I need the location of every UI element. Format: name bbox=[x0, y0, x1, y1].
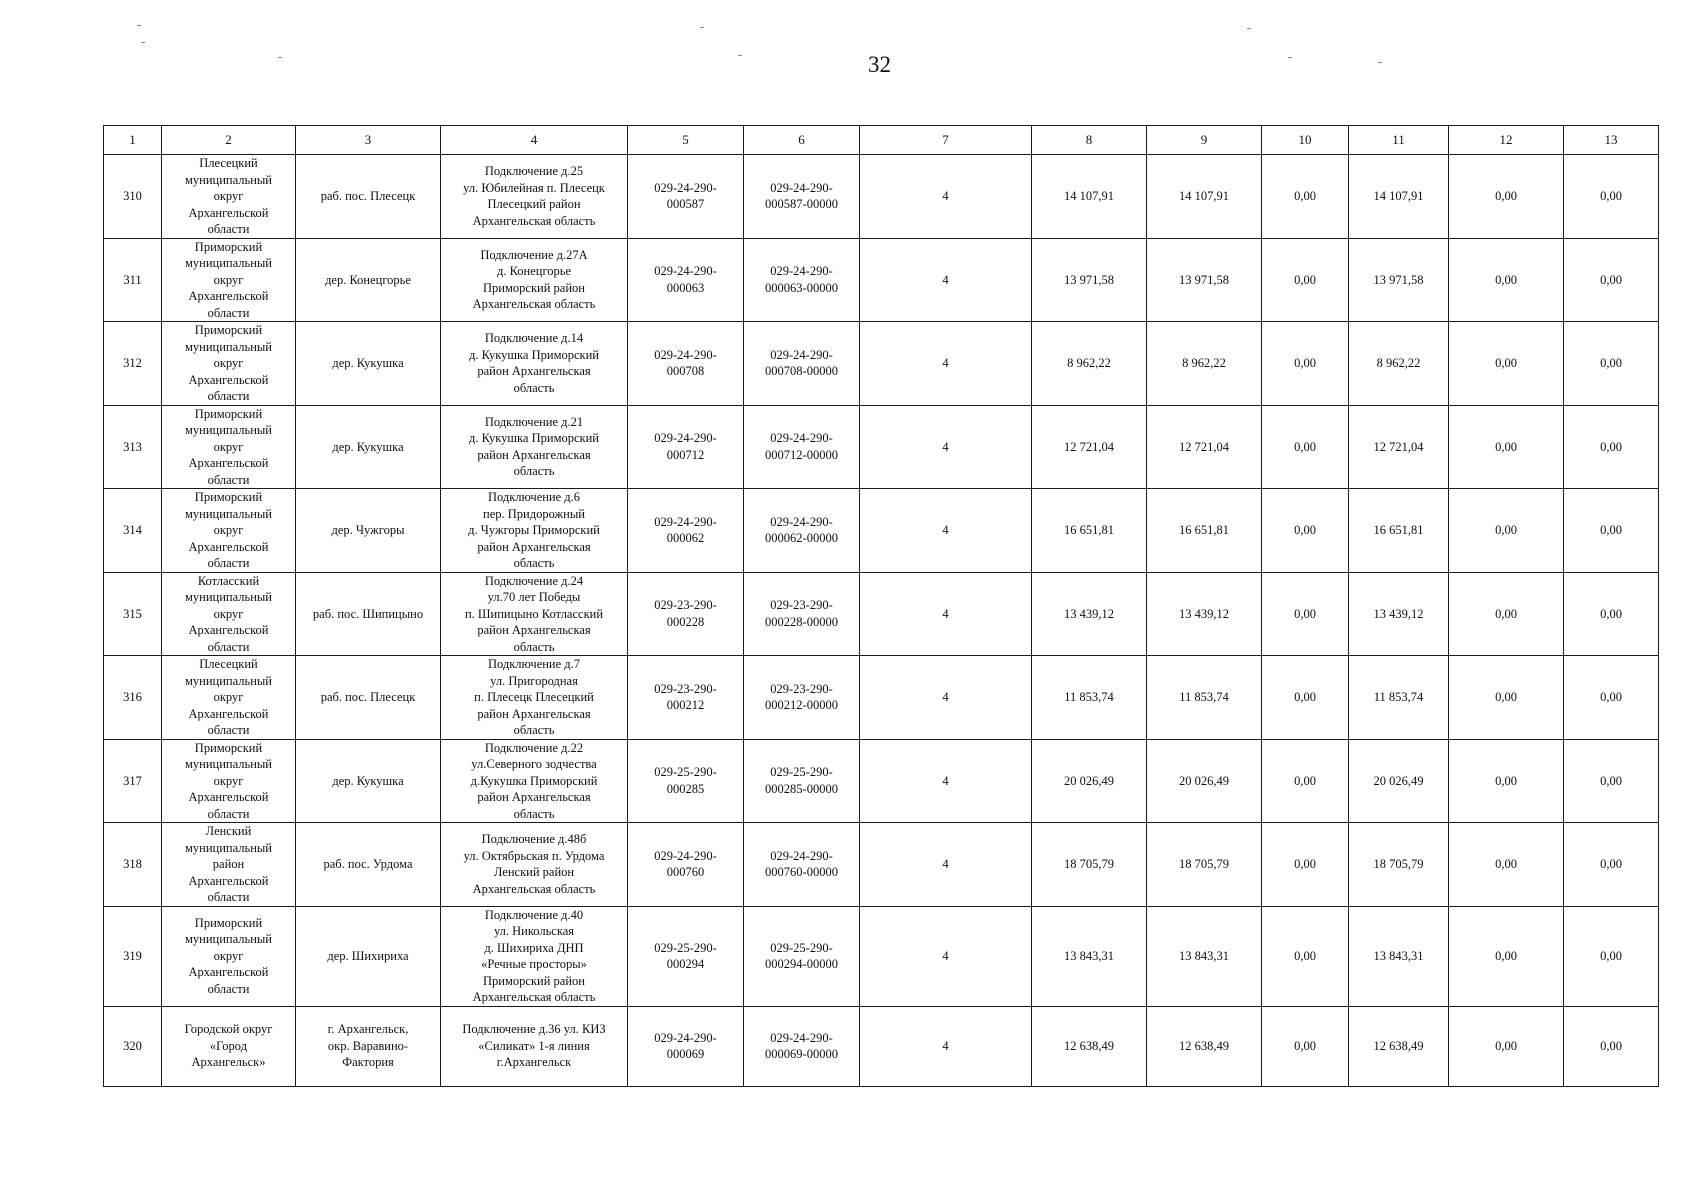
address-cell: Подключение д.48б ул. Октябрьская п. Урдома Ленский район Архангельская область bbox=[441, 823, 628, 907]
municipality-cell: Плесецкий муниципальный округ Архангельской области bbox=[162, 155, 296, 239]
scan-speck bbox=[1378, 62, 1382, 63]
amount-cell: 13 843,31 bbox=[1032, 906, 1147, 1006]
table-row bbox=[104, 405, 1659, 489]
amount-cell: 0,00 bbox=[1564, 405, 1659, 489]
settlement-cell: дер. Конецгорье bbox=[296, 238, 441, 322]
row-number-cell: 319 bbox=[104, 906, 162, 1006]
row-number-cell: 310 bbox=[104, 155, 162, 239]
amount-cell: 0,00 bbox=[1449, 322, 1564, 406]
amount-cell: 8 962,22 bbox=[1032, 322, 1147, 406]
settlement-cell: дер. Кукушка bbox=[296, 405, 441, 489]
amount-cell: 0,00 bbox=[1449, 405, 1564, 489]
row-number-cell: 316 bbox=[104, 656, 162, 740]
category-cell: 4 bbox=[860, 489, 1032, 573]
settlement-cell: раб. пос. Урдома bbox=[296, 823, 441, 907]
municipality-cell: Приморский муниципальный округ Архангельской области bbox=[162, 322, 296, 406]
column-header: 1 bbox=[104, 126, 162, 155]
amount-cell: 16 651,81 bbox=[1032, 489, 1147, 573]
amount-cell: 0,00 bbox=[1262, 489, 1349, 573]
amount-cell: 0,00 bbox=[1262, 1006, 1349, 1086]
address-cell: Подключение д.22 ул.Северного зодчества д.Кукушка Приморский район Архангельская область bbox=[441, 739, 628, 823]
code-cell: 029-24-290- 000063 bbox=[628, 238, 744, 322]
amount-cell: 0,00 bbox=[1449, 906, 1564, 1006]
settlement-cell: дер. Кукушка bbox=[296, 322, 441, 406]
category-cell: 4 bbox=[860, 238, 1032, 322]
amount-cell: 18 705,79 bbox=[1032, 823, 1147, 907]
amount-cell: 12 721,04 bbox=[1032, 405, 1147, 489]
address-cell: Подключение д.40 ул. Никольская д. Шихириха ДНП «Речные просторы» Приморский район Архангельская область bbox=[441, 906, 628, 1006]
amount-cell: 13 439,12 bbox=[1032, 572, 1147, 656]
row-number-cell: 311 bbox=[104, 238, 162, 322]
code-cell: 029-24-290- 000069 bbox=[628, 1006, 744, 1086]
data-table bbox=[103, 125, 1659, 1087]
category-cell: 4 bbox=[860, 572, 1032, 656]
amount-cell: 18 705,79 bbox=[1349, 823, 1449, 907]
code-full-cell: 029-24-290- 000712-00000 bbox=[744, 405, 860, 489]
amount-cell: 0,00 bbox=[1449, 739, 1564, 823]
amount-cell: 13 843,31 bbox=[1349, 906, 1449, 1006]
amount-cell: 12 721,04 bbox=[1147, 405, 1262, 489]
row-number-cell: 318 bbox=[104, 823, 162, 907]
amount-cell: 0,00 bbox=[1564, 322, 1659, 406]
address-cell: Подключение д.27А д. Конецгорье Приморский район Архангельская область bbox=[441, 238, 628, 322]
amount-cell: 0,00 bbox=[1262, 322, 1349, 406]
amount-cell: 0,00 bbox=[1262, 906, 1349, 1006]
scan-speck bbox=[700, 27, 704, 28]
municipality-cell: Приморский муниципальный округ Архангельской области bbox=[162, 739, 296, 823]
amount-cell: 11 853,74 bbox=[1032, 656, 1147, 740]
row-number-cell: 315 bbox=[104, 572, 162, 656]
scan-speck bbox=[278, 57, 282, 58]
column-header: 3 bbox=[296, 126, 441, 155]
column-header: 8 bbox=[1032, 126, 1147, 155]
code-cell: 029-25-290- 000294 bbox=[628, 906, 744, 1006]
settlement-cell: дер. Кукушка bbox=[296, 739, 441, 823]
amount-cell: 0,00 bbox=[1449, 572, 1564, 656]
amount-cell: 0,00 bbox=[1262, 572, 1349, 656]
address-cell: Подключение д.21 д. Кукушка Приморский район Архангельская область bbox=[441, 405, 628, 489]
municipality-cell: Приморский муниципальный округ Архангельской области bbox=[162, 489, 296, 573]
amount-cell: 13 971,58 bbox=[1032, 238, 1147, 322]
amount-cell: 0,00 bbox=[1449, 489, 1564, 573]
amount-cell: 14 107,91 bbox=[1147, 155, 1262, 239]
scan-speck bbox=[137, 25, 141, 26]
table-row bbox=[104, 155, 1659, 239]
scan-speck bbox=[1288, 57, 1292, 58]
amount-cell: 13 843,31 bbox=[1147, 906, 1262, 1006]
amount-cell: 0,00 bbox=[1564, 656, 1659, 740]
table-row bbox=[104, 656, 1659, 740]
category-cell: 4 bbox=[860, 1006, 1032, 1086]
column-header: 7 bbox=[860, 126, 1032, 155]
amount-cell: 0,00 bbox=[1449, 823, 1564, 907]
amount-cell: 0,00 bbox=[1564, 739, 1659, 823]
category-cell: 4 bbox=[860, 155, 1032, 239]
amount-cell: 14 107,91 bbox=[1032, 155, 1147, 239]
code-cell: 029-23-290- 000228 bbox=[628, 572, 744, 656]
column-header: 2 bbox=[162, 126, 296, 155]
municipality-cell: Приморский муниципальный округ Архангельской области bbox=[162, 238, 296, 322]
address-cell: Подключение д.24 ул.70 лет Победы п. Шипицыно Котласский район Архангельская область bbox=[441, 572, 628, 656]
settlement-cell: раб. пос. Плесецк bbox=[296, 656, 441, 740]
scan-speck bbox=[1247, 28, 1251, 29]
table-row bbox=[104, 823, 1659, 907]
amount-cell: 11 853,74 bbox=[1349, 656, 1449, 740]
column-header: 11 bbox=[1349, 126, 1449, 155]
code-full-cell: 029-23-290- 000228-00000 bbox=[744, 572, 860, 656]
category-cell: 4 bbox=[860, 405, 1032, 489]
code-full-cell: 029-24-290- 000069-00000 bbox=[744, 1006, 860, 1086]
amount-cell: 0,00 bbox=[1564, 823, 1659, 907]
table-row bbox=[104, 739, 1659, 823]
settlement-cell: раб. пос. Шипицыно bbox=[296, 572, 441, 656]
code-full-cell: 029-24-290- 000062-00000 bbox=[744, 489, 860, 573]
amount-cell: 0,00 bbox=[1564, 906, 1659, 1006]
code-cell: 029-24-290- 000708 bbox=[628, 322, 744, 406]
settlement-cell: г. Архангельск, окр. Варавино- Фактория bbox=[296, 1006, 441, 1086]
amount-cell: 0,00 bbox=[1262, 656, 1349, 740]
row-number-cell: 313 bbox=[104, 405, 162, 489]
category-cell: 4 bbox=[860, 823, 1032, 907]
amount-cell: 8 962,22 bbox=[1147, 322, 1262, 406]
row-number-cell: 314 bbox=[104, 489, 162, 573]
code-full-cell: 029-24-290- 000760-00000 bbox=[744, 823, 860, 907]
municipality-cell: Городской округ «Город Архангельск» bbox=[162, 1006, 296, 1086]
scan-speck bbox=[141, 42, 145, 43]
table-row bbox=[104, 489, 1659, 573]
row-number-cell: 317 bbox=[104, 739, 162, 823]
amount-cell: 12 638,49 bbox=[1349, 1006, 1449, 1086]
column-header: 4 bbox=[441, 126, 628, 155]
amount-cell: 20 026,49 bbox=[1147, 739, 1262, 823]
amount-cell: 12 638,49 bbox=[1032, 1006, 1147, 1086]
category-cell: 4 bbox=[860, 656, 1032, 740]
table-row bbox=[104, 322, 1659, 406]
amount-cell: 0,00 bbox=[1564, 572, 1659, 656]
amount-cell: 0,00 bbox=[1262, 238, 1349, 322]
amount-cell: 8 962,22 bbox=[1349, 322, 1449, 406]
address-cell: Подключение д.25 ул. Юбилейная п. Плесецк Плесецкий район Архангельская область bbox=[441, 155, 628, 239]
row-number-cell: 320 bbox=[104, 1006, 162, 1086]
amount-cell: 20 026,49 bbox=[1032, 739, 1147, 823]
amount-cell: 0,00 bbox=[1564, 155, 1659, 239]
amount-cell: 0,00 bbox=[1449, 155, 1564, 239]
amount-cell: 0,00 bbox=[1449, 238, 1564, 322]
address-cell: Подключение д.36 ул. КИЗ «Силикат» 1-я линия г.Архангельск bbox=[441, 1006, 628, 1086]
column-header: 10 bbox=[1262, 126, 1349, 155]
scan-speck bbox=[738, 55, 742, 56]
code-full-cell: 029-25-290- 000294-00000 bbox=[744, 906, 860, 1006]
address-cell: Подключение д.6 пер. Придорожный д. Чужгоры Приморский район Архангельская область bbox=[441, 489, 628, 573]
code-cell: 029-23-290- 000212 bbox=[628, 656, 744, 740]
address-cell: Подключение д.14 д. Кукушка Приморский район Архангельская область bbox=[441, 322, 628, 406]
code-cell: 029-25-290- 000285 bbox=[628, 739, 744, 823]
settlement-cell: дер. Чужгоры bbox=[296, 489, 441, 573]
settlement-cell: дер. Шихириха bbox=[296, 906, 441, 1006]
amount-cell: 12 721,04 bbox=[1349, 405, 1449, 489]
code-full-cell: 029-25-290- 000285-00000 bbox=[744, 739, 860, 823]
amount-cell: 13 971,58 bbox=[1349, 238, 1449, 322]
municipality-cell: Плесецкий муниципальный округ Архангельской области bbox=[162, 656, 296, 740]
code-full-cell: 029-24-290- 000708-00000 bbox=[744, 322, 860, 406]
amount-cell: 0,00 bbox=[1262, 823, 1349, 907]
table-row bbox=[104, 906, 1659, 1006]
code-full-cell: 029-24-290- 000587-00000 bbox=[744, 155, 860, 239]
amount-cell: 0,00 bbox=[1449, 656, 1564, 740]
category-cell: 4 bbox=[860, 322, 1032, 406]
table-row bbox=[104, 238, 1659, 322]
column-header: 12 bbox=[1449, 126, 1564, 155]
column-header: 6 bbox=[744, 126, 860, 155]
amount-cell: 18 705,79 bbox=[1147, 823, 1262, 907]
amount-cell: 0,00 bbox=[1449, 1006, 1564, 1086]
row-number-cell: 312 bbox=[104, 322, 162, 406]
settlement-cell: раб. пос. Плесецк bbox=[296, 155, 441, 239]
header-row bbox=[104, 126, 1659, 155]
amount-cell: 12 638,49 bbox=[1147, 1006, 1262, 1086]
amount-cell: 13 439,12 bbox=[1349, 572, 1449, 656]
code-cell: 029-24-290- 000760 bbox=[628, 823, 744, 907]
amount-cell: 16 651,81 bbox=[1349, 489, 1449, 573]
table-row bbox=[104, 1006, 1659, 1086]
column-header: 13 bbox=[1564, 126, 1659, 155]
amount-cell: 0,00 bbox=[1262, 155, 1349, 239]
amount-cell: 13 971,58 bbox=[1147, 238, 1262, 322]
column-header: 5 bbox=[628, 126, 744, 155]
code-full-cell: 029-23-290- 000212-00000 bbox=[744, 656, 860, 740]
code-cell: 029-24-290- 000062 bbox=[628, 489, 744, 573]
amount-cell: 0,00 bbox=[1564, 489, 1659, 573]
amount-cell: 16 651,81 bbox=[1147, 489, 1262, 573]
address-cell: Подключение д.7 ул. Пригородная п. Плесецк Плесецкий район Архангельская область bbox=[441, 656, 628, 740]
municipality-cell: Ленский муниципальный район Архангельской области bbox=[162, 823, 296, 907]
amount-cell: 0,00 bbox=[1564, 238, 1659, 322]
category-cell: 4 bbox=[860, 906, 1032, 1006]
municipality-cell: Приморский муниципальный округ Архангельской области bbox=[162, 405, 296, 489]
page-number: 32 bbox=[868, 52, 891, 77]
amount-cell: 13 439,12 bbox=[1147, 572, 1262, 656]
amount-cell: 0,00 bbox=[1262, 405, 1349, 489]
table-row bbox=[104, 572, 1659, 656]
amount-cell: 20 026,49 bbox=[1349, 739, 1449, 823]
amount-cell: 11 853,74 bbox=[1147, 656, 1262, 740]
municipality-cell: Приморский муниципальный округ Архангельской области bbox=[162, 906, 296, 1006]
column-header: 9 bbox=[1147, 126, 1262, 155]
category-cell: 4 bbox=[860, 739, 1032, 823]
amount-cell: 14 107,91 bbox=[1349, 155, 1449, 239]
municipality-cell: Котласский муниципальный округ Архангельской области bbox=[162, 572, 296, 656]
code-cell: 029-24-290- 000587 bbox=[628, 155, 744, 239]
amount-cell: 0,00 bbox=[1262, 739, 1349, 823]
amount-cell: 0,00 bbox=[1564, 1006, 1659, 1086]
code-cell: 029-24-290- 000712 bbox=[628, 405, 744, 489]
code-full-cell: 029-24-290- 000063-00000 bbox=[744, 238, 860, 322]
